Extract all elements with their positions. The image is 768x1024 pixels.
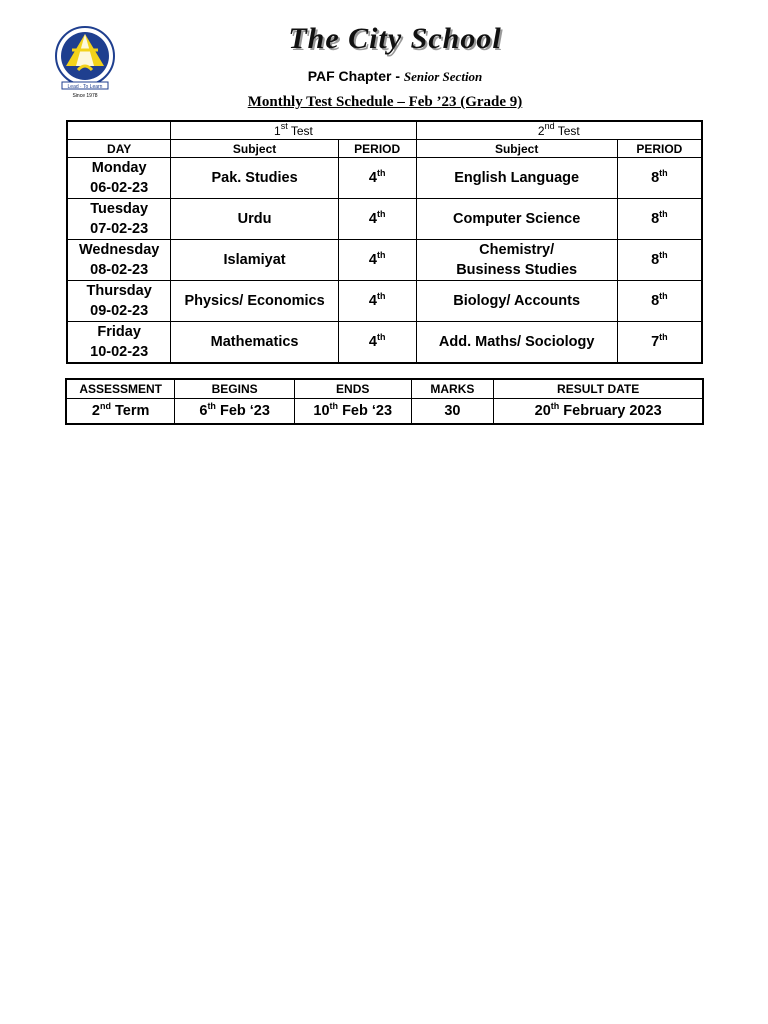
col-begins: BEGINS <box>175 379 295 399</box>
subject1-cell: Physics/ Economics <box>171 281 338 322</box>
test-header-row <box>67 121 702 140</box>
table-row <box>67 281 702 322</box>
day-cell: Thursday 09-02-23 <box>67 281 171 322</box>
test2-header: 2nd Test <box>416 121 702 140</box>
marks-cell: 30 <box>411 399 494 425</box>
blank-cell <box>67 121 171 140</box>
subject2-cell: English Language <box>416 158 617 199</box>
day-cell: Wednesday 08-02-23 <box>67 240 171 281</box>
col-period1: PERIOD <box>338 140 416 158</box>
period2-cell: 8th <box>617 281 702 322</box>
col-day: DAY <box>67 140 171 158</box>
subject1-cell: Islamiyat <box>171 240 338 281</box>
subject2-cell: Computer Science <box>416 199 617 240</box>
day-cell: Monday 06-02-23 <box>67 158 171 199</box>
period1-cell: 4th <box>338 240 416 281</box>
schedule-title: Monthly Test Schedule – Feb ’23 (Grade 9) <box>247 94 523 110</box>
period2-cell: 8th <box>617 199 702 240</box>
period1-cell: 4th <box>338 322 416 364</box>
subject2-cell: Add. Maths/ Sociology <box>416 322 617 364</box>
table-row <box>67 322 702 364</box>
period2-cell: 7th <box>617 322 702 364</box>
assessment-table <box>65 378 704 425</box>
result-date-cell: 20th February 2023 <box>494 399 703 425</box>
col-marks: MARKS <box>411 379 494 399</box>
col-assessment: ASSESSMENT <box>66 379 175 399</box>
logo-motto: Lead · To Learn <box>67 84 103 90</box>
subject2-cell: Biology/ Accounts <box>416 281 617 322</box>
section-name: Senior Section <box>403 69 483 84</box>
period1-cell: 4th <box>338 199 416 240</box>
subject1-cell: Mathematics <box>171 322 338 364</box>
ends-cell: 10th Feb ‘23 <box>294 399 411 425</box>
chapter-name: PAF Chapter <box>307 68 392 84</box>
col-ends: ENDS <box>294 379 411 399</box>
assessment-row <box>66 399 703 425</box>
table-row <box>67 158 702 199</box>
test1-header: 1st Test <box>171 121 416 140</box>
table-row <box>67 199 702 240</box>
logo-since: Since 1978 <box>72 93 98 99</box>
period1-cell: 4th <box>338 281 416 322</box>
chapter-line <box>250 68 540 85</box>
schedule-table <box>66 120 703 364</box>
period2-cell: 8th <box>617 240 702 281</box>
school-name: The City School <box>288 22 502 55</box>
period1-cell: 4th <box>338 158 416 199</box>
school-logo <box>52 26 118 100</box>
period2-cell: 8th <box>617 158 702 199</box>
chapter-separator: - <box>391 68 404 84</box>
subject2-cell: Chemistry/ Business Studies <box>416 240 617 281</box>
table-row <box>67 240 702 281</box>
begins-cell: 6th Feb ‘23 <box>175 399 295 425</box>
col-subject1: Subject <box>171 140 338 158</box>
col-period2: PERIOD <box>617 140 702 158</box>
subject1-cell: Pak. Studies <box>171 158 338 199</box>
col-result-date: RESULT DATE <box>494 379 703 399</box>
assessment-cell: 2nd Term <box>66 399 175 425</box>
day-cell: Tuesday 07-02-23 <box>67 199 171 240</box>
assessment-header-row <box>66 379 703 399</box>
subject1-cell: Urdu <box>171 199 338 240</box>
day-cell: Friday 10-02-23 <box>67 322 171 364</box>
column-header-row <box>67 140 702 158</box>
col-subject2: Subject <box>416 140 617 158</box>
